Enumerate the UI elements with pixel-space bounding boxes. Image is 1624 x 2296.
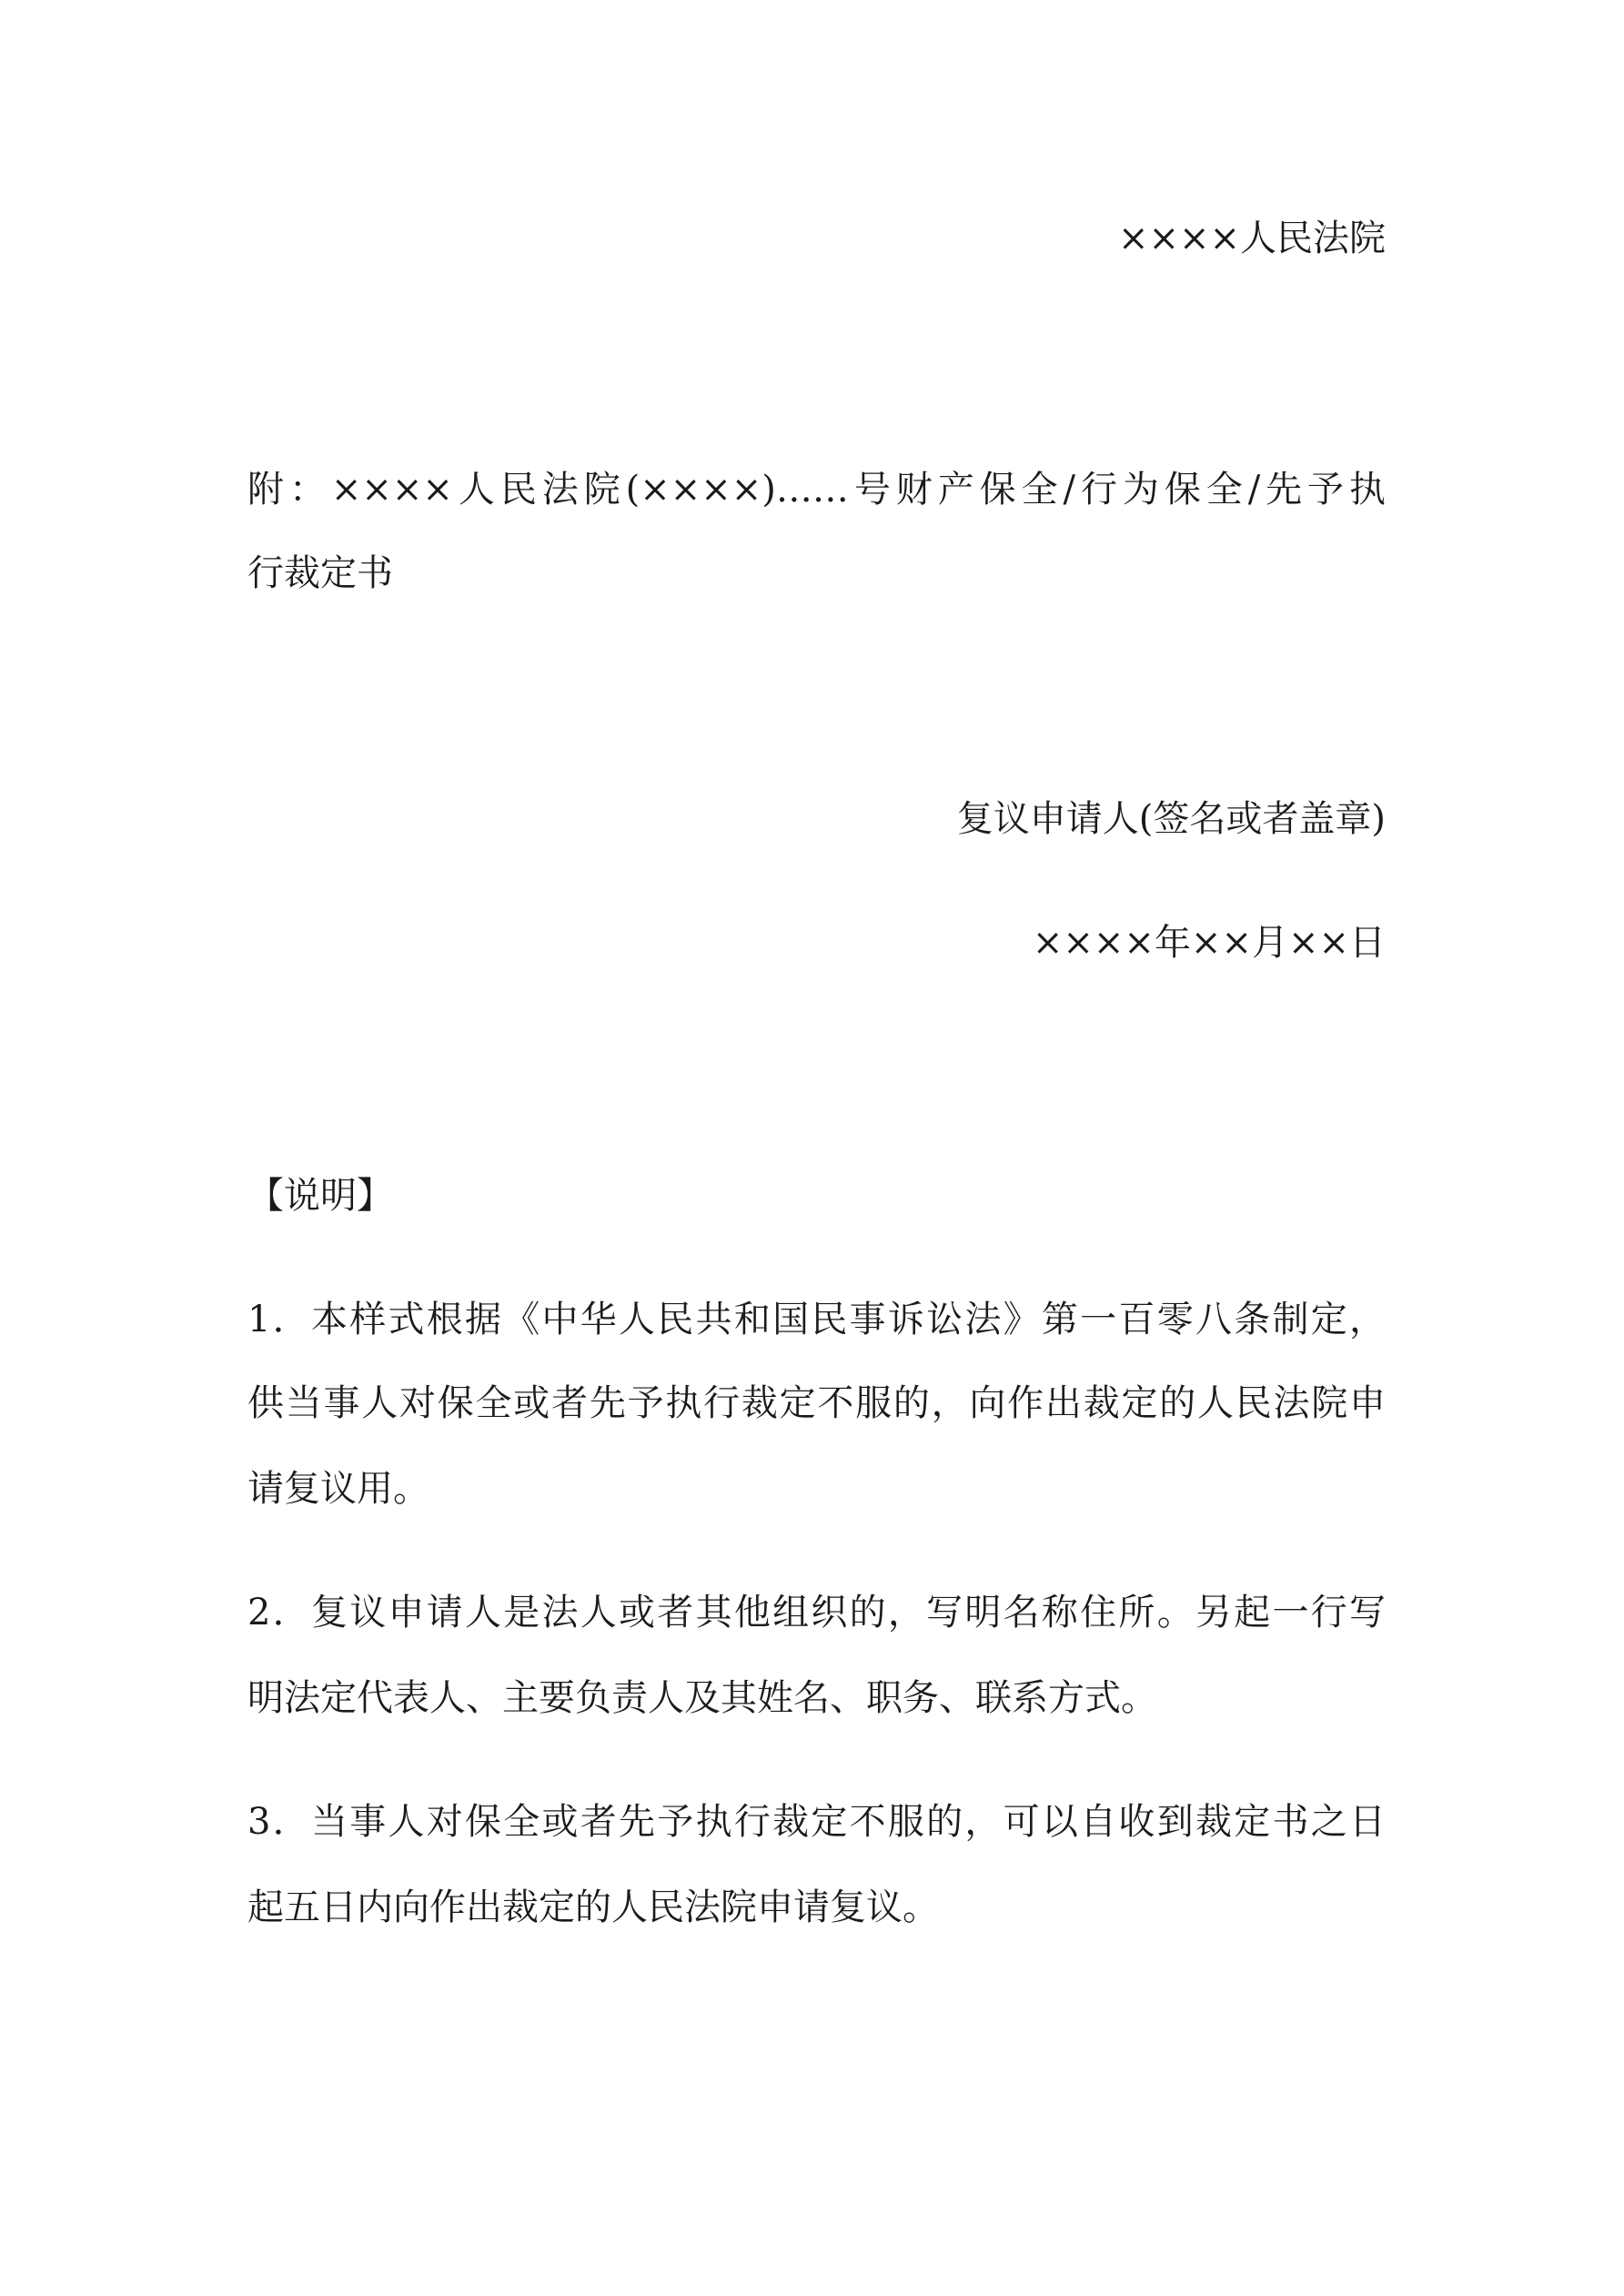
applicant-signature: 复议申请人(签名或者盖章) (956, 798, 1386, 840)
note-2-line-2: 明法定代表人、主要负责人及其姓名、职务、联系方式。 (247, 1677, 1157, 1719)
note-1-line-3: 请复议用。 (247, 1468, 429, 1510)
attachment-line-2: 行裁定书 (247, 552, 393, 594)
notes-heading: 【说明】 (247, 1175, 393, 1217)
attachment-line-1: 附：××××人民法院(××××)……号财产保全/行为保全/先予执 (247, 469, 1386, 511)
note-1-line-2: 供当事人对保全或者先予执行裁定不服的，向作出裁定的人民法院申 (247, 1382, 1386, 1424)
note-2-line-1: 2．复议申请人是法人或者其他组织的，写明名称住所。另起一行写 (247, 1592, 1386, 1633)
note-3-line-2: 起五日内向作出裁定的人民法院申请复议。 (247, 1886, 939, 1928)
court-name: ××××人民法院 (1117, 217, 1386, 259)
signature-date: ××××年××月××日 (1032, 922, 1386, 964)
note-1-line-1: 1．本样式根据《中华人民共和国民事诉讼法》第一百零八条制定， (247, 1299, 1386, 1340)
note-3-line-1: 3．当事人对保全或者先予执行裁定不服的，可以自收到裁定书之日 (247, 1801, 1386, 1843)
